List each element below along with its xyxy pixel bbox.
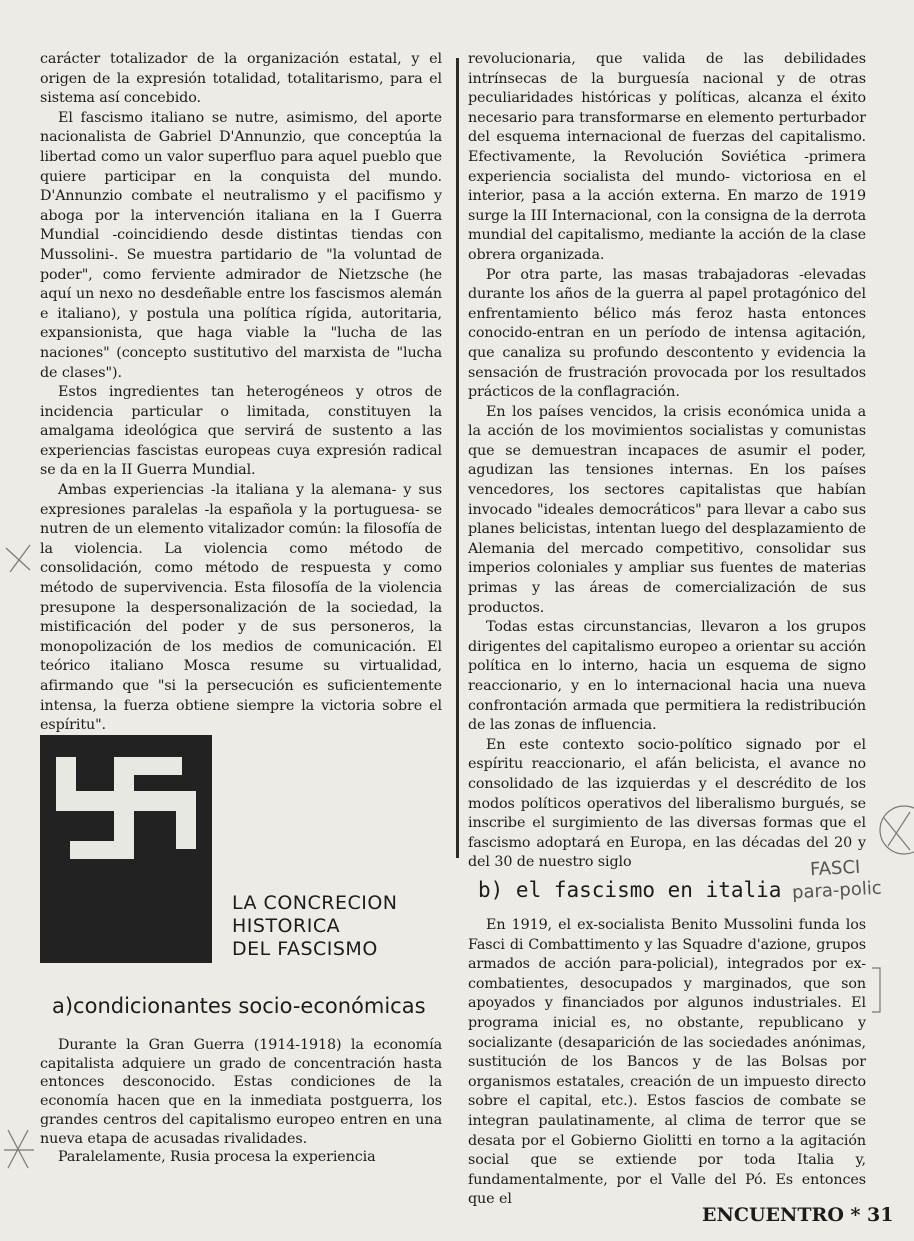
- bracket-mark: [872, 968, 880, 1012]
- figure-title-line: LA CONCRECION: [232, 892, 398, 914]
- paragraph: revolucionaria, que valida de las debilidades intrínsecas de la burguesía nacional y de otras peculiaridades históricas y políticas, alcanza el éxito necesario para transformarse en elemento perturbador del esquema internacional de fuerzas del capitalismo. Efectivamente, la Revolución Soviética -primera experiencia socialista del mundo- victoriosa en el interior, pasa a la acción externa. En marzo de 1919 surge la III Internacional, con la consigna de la derrota mundial del capitalismo, mediante la acción de la clase obrera organizada.: [468, 51, 866, 263]
- page-footer: ENCUENTRO * 31: [702, 1204, 894, 1226]
- paragraph: Todas estas circunstancias, llevaron a los grupos dirigentes del capitalismo europeo a orientar su acción política en lo interno, hacia un esquema de signo reaccionario, y en lo internacional hacia una nueva confrontación armada que permitiera la redistribución de las zonas de influencia.: [468, 619, 866, 734]
- paragraph: En este contexto socio-político signado por el espíritu reaccionario, el afán belicista, el avance no consolidado de las izquierdas y el descrédito de los modos políticos operativos del liberalismo burgués, se inscribe el surgimiento de las diversas formas que el fascismo adoptará en Europa, en las décadas del 20 y del 30 de nuestro siglo: [468, 736, 866, 871]
- figure-title-line: DEL FASCISMO: [232, 938, 378, 960]
- paragraph: carácter totalizador de la organización estatal, y el origen de la expresión totalidad, totalitarismo, para el sistema así concebido.: [40, 51, 442, 107]
- paragraph: Ambas experiencias -la italiana y la alemana- y sus expresiones paralelas -la española y la portuguesa- se nutren de un elemento vitalizador común: la filosofía de la violencia. La violencia como método de consolidación, como método de respuesta y como método de supervivencia. Esta filosofía de la violencia presupone la despersonalización de la sociedad, la mistificación del poder y de sus personeros, la monopolización de los medios de comunicación. El teórico italiano Mosca resume su virtualidad, afirmando que "si la persecución es suficientemente intensa, la fuerza obtiene siempre la victoria sobre el espíritu".: [40, 482, 442, 734]
- handwritten-note: FASCI: [809, 856, 861, 881]
- paragraph: Estos ingredientes tan heterogéneos y otros de incidencia particular o limitada, constituyen la amalgama ideológica que servirá de sustento a las experiencias fascistas europeas cuya expresión radical se da en la II Guerra Mundial.: [40, 384, 442, 479]
- paragraph: El fascismo italiano se nutre, asimismo, del aporte nacionalista de Gabriel D'Annunzio, que conceptúa la libertad como un valor superfluo para aquel pueblo que quiere participar en la conquista del mundo. D'Annunzio combate el neutralismo y el pacifismo y aboga por la intervención italiana en la I Guerra Mundial -coincidiendo desde distintas tiendas con Mussolini-. Se muestra partidario de "la voluntad de poder", como ferviente admirador de Nietzsche (he aquí un nexo no desdeñable entre los fascismos alemán e italiano), y postula una política rígida, autoritaria, expansionista, que haga viable la "lucha de las naciones" (concepto sustitutivo del marxista de "lucha de clases").: [40, 109, 442, 381]
- paragraph: En 1919, el ex-socialista Benito Mussolini funda los Fasci di Combattimento y las Squadre d'azione, grupos armados de acción para-policial), integrados por ex-combatientes, desocupados y marginados, que son apoyados y financiados por algunos industriales. El programa inicial es, no obstante, republicano y socializante (desaparición de las sociedades anónimas, sustitución de los Bancos y de las Bolsas por organismos estatales, creación de un impuesto directo sobre el capital, etc.). Estos fascios de combate se integran paulatinamente, al clima de terror que se desata por el Gobierno Giolitti en torno a la agitación social que se extiende por toda Italia y, fundamentalmente, por el Valle del Pó. Es entonces que el: [468, 917, 866, 1208]
- section-b-heading: b) el fascismo en italia: [478, 878, 782, 902]
- margin-doodle: [4, 1130, 34, 1168]
- margin-doodle: [884, 812, 910, 850]
- paragraph: Durante la Gran Guerra (1914-1918) la economía capitalista adquiere un grado de concentración hasta entonces desconocido. Estas condiciones de la economía hacen que en la inmediata postguerra, los grandes centros del capitalismo europeo entren en una nueva etapa de acusadas rivalidades.: [40, 1037, 442, 1147]
- paragraph: En los países vencidos, la crisis económica unida a la acción de los movimientos socialistas y comunistas que se demuestran incapaces de asumir el poder, agudizan las tensiones internas. En los países vencedores, los sectores capitalistas que habían invocado "ideales democráticos" para llevar a cabo sus planes belicistas, intentan luego del desplazamiento de Alemania del mercado competitivo, consolidar sus imperios coloniales y ampliar sus fuentes de materias primas y las áreas de comercialización de sus productos.: [468, 403, 866, 616]
- paragraph: Por otra parte, las masas trabajadoras -elevadas durante los años de la guerra al papel protagónico del enfrentamiento bélico más feroz hasta entonces conocido-entran en un período de intensa agitación, que canaliza su profundo descontento y evidencia la sensación de frustración provocada por los resultados prácticos de la conflagración.: [468, 266, 866, 401]
- margin-doodle: [6, 545, 30, 572]
- handwritten-note: para-polic: [791, 877, 883, 904]
- figure-title-line: HISTORICA: [232, 915, 341, 937]
- paragraph: Paralelamente, Rusia procesa la experiencia: [58, 1149, 376, 1166]
- section-a-heading: a)condicionantes socio-económicas: [52, 994, 426, 1018]
